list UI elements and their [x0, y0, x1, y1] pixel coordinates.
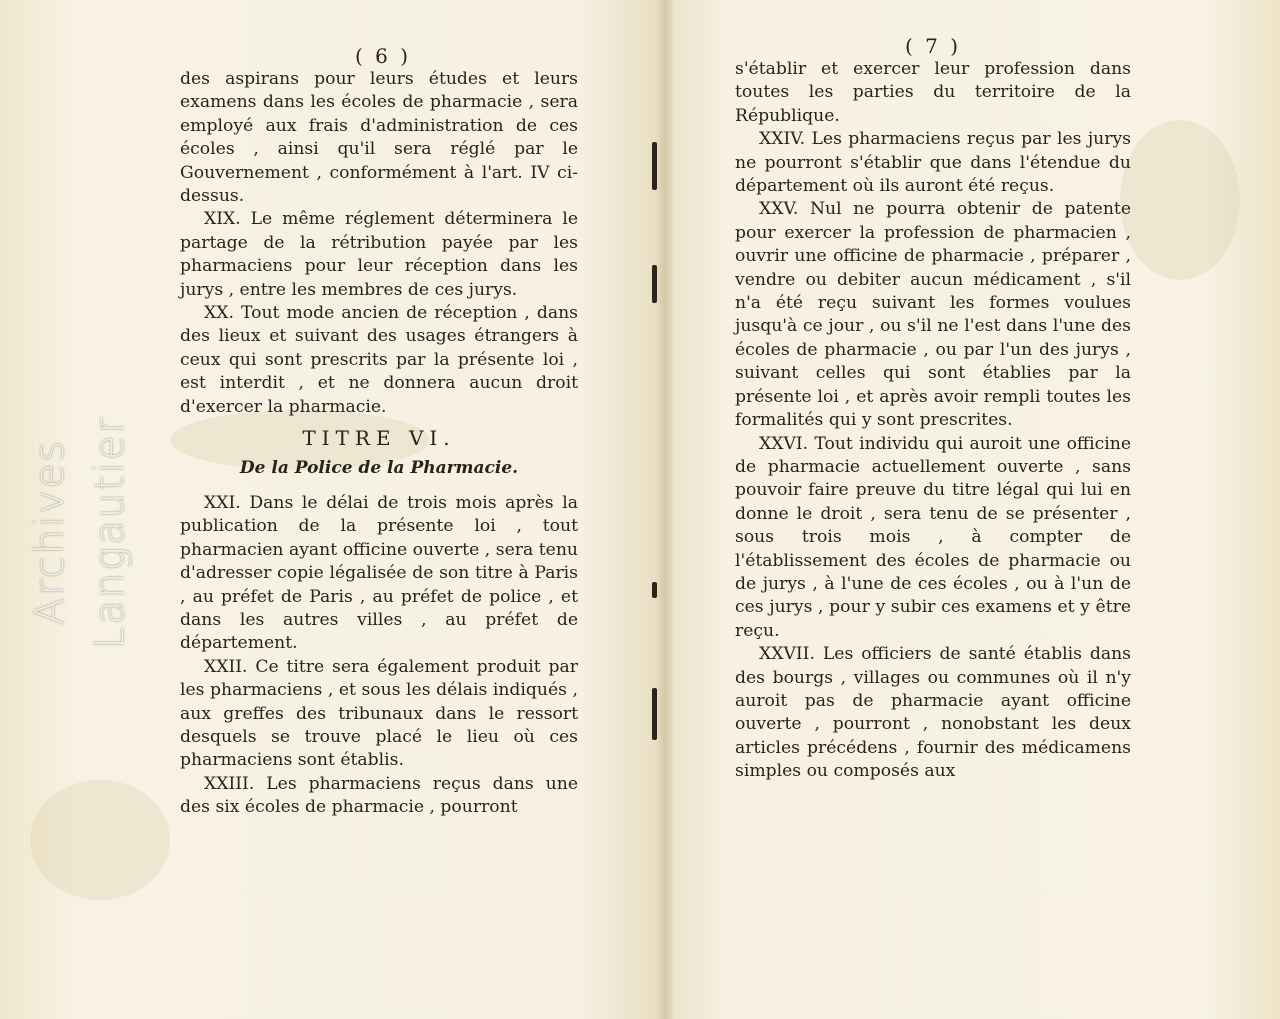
article-xxvi: XXVI. Tout individu qui auroit une officine de pharmacie actuellement ouverte , sans pouvoir faire preuve du titre légal qui lui en donne le droit , sera tenu de se présenter , sous trois mois , à compter de l'établissement des écoles de pharmacie ou de jurys , à l'une de ces écoles , ou à l'un de ces jurys , pour y subir ces examens et y être reçu.: [735, 433, 1131, 641]
paper-stain: [30, 780, 170, 900]
article-xxvii: XXVII. Les officiers de santé établis dans des bourgs , villages ou communes où il n'y auroit pas de pharmacie ayant officine ouverte , pourront , nonobstant les deux articles précédens , fournir des médicamens simples ou composés aux: [735, 644, 1131, 782]
paragraph: s'établir et exercer leur profession dans toutes les parties du territoire de la République.: [735, 59, 1131, 126]
article-xxii: XXII. Ce titre sera également produit par les pharmaciens , et sous les délais indiqués , aux greffes des tribunaux dans le ressort desquels se trouve placé le lieu où ces pharmaciens sont établis.: [180, 656, 578, 771]
binding-stitch: [652, 265, 657, 303]
right-page-number: ( 7 ): [905, 34, 962, 58]
article-xxv: XXV. Nul ne pourra obtenir de patente pour exercer la profession de pharmacien , ouvrir une officine de pharmacie , préparer , vendre ou debiter aucun médicament , s'il n'a été reçu suivant les formes voulues jusqu'à ce jour , ou s'il ne l'est dans l'une des écoles de pharmacie , ou par l'un des jurys , suivant celles qui sont établies par la présente loi , et après avoir rempli toutes les formalités qui y sont prescrites.: [735, 199, 1131, 431]
binding-stitch: [652, 688, 657, 740]
section-subtitle: De la Police de la Pharmacie.: [239, 457, 519, 478]
article-xix: XIX. Le même réglement déterminera le partage de la rétribution payée par les pharmaciens pour leur réception dans les jurys , entre les membres de ces jurys.: [180, 209, 578, 300]
paper-stain: [1120, 120, 1240, 280]
binding-stitch: [652, 582, 657, 598]
watermark: Archives Langautier: [27, 415, 133, 649]
binding-stitch: [652, 142, 657, 190]
right-page-text: [735, 58, 1131, 784]
article-xxiii: XXIII. Les pharmaciens reçus dans une des six écoles de pharmacie , pourront: [180, 773, 578, 818]
left-page-text: [180, 68, 578, 820]
article-xxiv: XXIV. Les pharmaciens reçus par les jurys ne pourront s'établir que dans l'étendue du département où ils auront été reçus.: [735, 129, 1131, 197]
article-xx: XX. Tout mode ancien de réception , dans des lieux et suivant des usages étrangers à ceux qui sont prescrits par la présente loi , est interdit , et ne donnera aucun droit d'exercer la pharmacie.: [180, 303, 578, 417]
article-xxi: XXI. Dans le délai de trois mois après la publication de la présente loi , tout pharmacien ayant officine ouverte , sera tenu d'adresser copie légalisée de son titre à Paris , au préfet de Paris , au préfet de police , et dans les autres villes , au préfet de département.: [180, 492, 578, 654]
section-title: TITRE VI.: [302, 426, 456, 451]
paragraph: des aspirans pour leurs études et leurs examens dans les écoles de pharmacie , sera employé aux frais d'administration de ces écoles , ainsi qu'il sera réglé par le Gouvernement , conformément à l'art. IV ci-dessus.: [180, 69, 578, 207]
page-fold: [655, 0, 675, 1019]
left-page-number: ( 6 ): [355, 44, 412, 68]
